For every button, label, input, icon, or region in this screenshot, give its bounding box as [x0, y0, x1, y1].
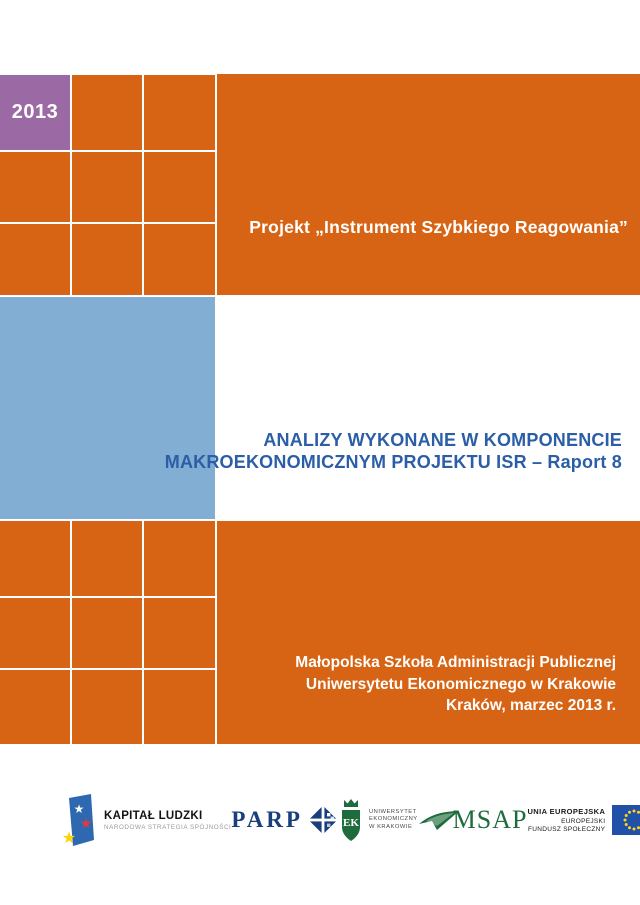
publisher-line2: Uniwersytetu Ekonomicznego w Krakowie: [305, 675, 616, 693]
eu-line1: UNIA EUROPEJSKA: [527, 807, 606, 816]
mosaic-cell: [144, 598, 215, 668]
uek-line1: UNIWERSYTET: [368, 808, 417, 815]
publisher-text: [295, 652, 616, 717]
mosaic-cell: [72, 598, 142, 668]
year-badge: [0, 75, 70, 150]
project-banner: [217, 74, 640, 295]
mosaic-cell: [0, 224, 70, 295]
bottom-mosaic-grid: [0, 521, 215, 744]
svg-text:★: ★: [73, 802, 85, 816]
mosaic-cell: [0, 152, 70, 222]
mosaic-cell: [72, 224, 142, 295]
kapital-ludzki-subtitle: NARODOWA STRATEGIA SPÓJNOŚCI: [104, 823, 232, 831]
publisher-line1: Małopolska Szkoła Administracji Publicznej: [295, 654, 616, 671]
parp-diamond-icon: [308, 805, 338, 835]
logo-kapital-ludzki: [62, 793, 231, 847]
mosaic-cell: [0, 670, 70, 744]
project-title: Projekt „Instrument Szybkiego Reagowania”: [249, 217, 628, 237]
publisher-line3: Kraków, marzec 2013 r.: [445, 697, 616, 714]
kapital-ludzki-title: KAPITAŁ LUDZKI: [104, 809, 203, 822]
svg-text:★: ★: [79, 816, 93, 832]
mosaic-cell: [0, 598, 70, 668]
logo-strip: [62, 788, 606, 852]
report-title-line2: MAKROEKONOMICZNYM PROJEKTU ISR – Raport 8: [164, 452, 622, 472]
uek-line3: W KRAKOWIE: [368, 823, 413, 830]
mosaic-cell: [144, 224, 215, 295]
mosaic-cell: [72, 152, 142, 222]
mosaic-cell: [144, 521, 215, 596]
parp-label: PARP: [231, 807, 303, 832]
logo-eu: [527, 805, 640, 835]
logo-msap: [418, 805, 528, 835]
msap-label: MSAP: [452, 805, 528, 834]
eu-flag-icon: [612, 805, 640, 835]
svg-text:EK: EK: [343, 817, 359, 829]
year-text: 2013: [11, 101, 59, 123]
uek-crest-icon: [338, 798, 364, 842]
top-mosaic-grid: [0, 75, 215, 295]
report-title-line1: ANALIZY WYKONANE W KOMPONENCIE: [263, 430, 622, 450]
mosaic-cell: [144, 152, 215, 222]
publisher-banner: [217, 521, 640, 744]
mosaic-cell: [144, 75, 215, 150]
mosaic-cell: [72, 521, 142, 596]
mosaic-cell: [72, 75, 142, 150]
svg-text:★: ★: [62, 828, 77, 847]
report-title: [165, 429, 622, 473]
eu-line2: EUROPEJSKI: [561, 817, 606, 825]
logo-parp: [231, 805, 338, 835]
uek-line2: EKONOMICZNY: [368, 816, 418, 823]
kapital-ludzki-flag-icon: [62, 793, 96, 847]
logo-uek: [338, 798, 418, 842]
mosaic-cell: [72, 670, 142, 744]
mosaic-cell: [0, 521, 70, 596]
blue-accent-block: [0, 297, 215, 519]
eu-line3: FUNDUSZ SPOŁECZNY: [527, 826, 606, 833]
mosaic-cell: [144, 670, 215, 744]
